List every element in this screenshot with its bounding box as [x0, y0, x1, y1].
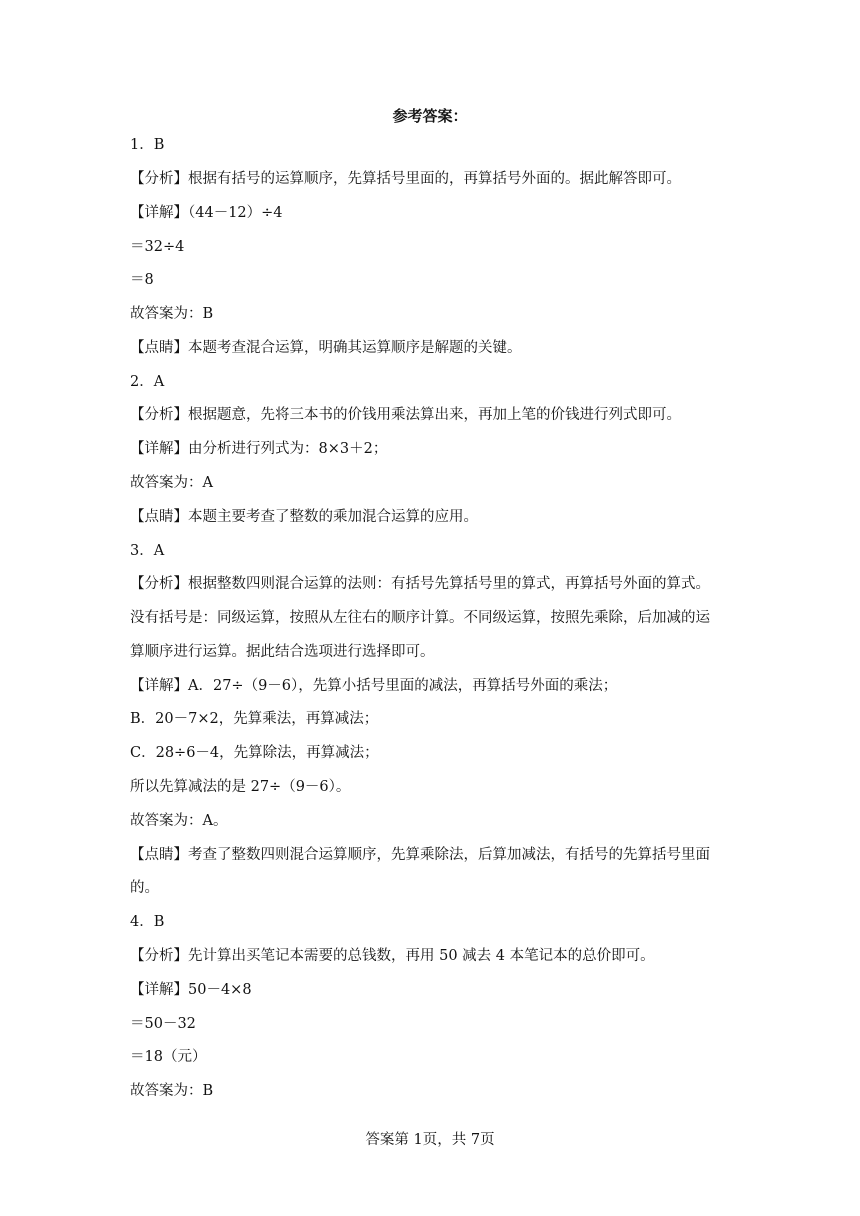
answer-line: 【点睛】本题考查混合运算，明确其运算顺序是解题的关键。 — [130, 340, 522, 356]
answer-line: 【分析】先计算出买笔记本需要的总钱数，再用 50 减去 4 本笔记本的总价即可。 — [130, 948, 655, 964]
answer-line: 【分析】根据题意，先将三本书的价钱用乘法算出来，再加上笔的价钱进行列式即可。 — [130, 407, 681, 423]
answer-line: 故答案为：A — [130, 475, 213, 491]
answer-line: 【详解】由分析进行列式为：8×3＋2； — [130, 441, 388, 457]
answer-line: 算顺序进行运算。据此结合选项进行选择即可。 — [130, 644, 435, 660]
page-title: 参考答案： — [392, 107, 468, 125]
answer-line: ＝32÷4 — [130, 239, 185, 255]
answer-line: C．28÷6－4，先算除法，再算减法； — [130, 745, 379, 761]
answer-line: 故答案为：B — [130, 1083, 214, 1099]
answer-line: 所以先算减法的是 27÷（9－6）。 — [130, 779, 351, 795]
answer-line: ＝18（元） — [130, 1049, 207, 1065]
answer-line: 故答案为：A。 — [130, 813, 228, 829]
answer-line: 【点睛】本题主要考查了整数的乘加混合运算的应用。 — [130, 509, 478, 525]
answer-line: ＝8 — [130, 272, 154, 288]
page-footer: 答案第 1页，共 7页 — [365, 1132, 495, 1148]
answer-line: 【分析】根据整数四则混合运算的法则：有括号先算括号里的算式，再算括号外面的算式。 — [130, 576, 710, 592]
answer-line: B．20－7×2，先算乘法，再算减法； — [130, 711, 379, 727]
answer-line: 【点睛】考查了整数四则混合运算顺序，先算乘除法，后算加减法，有括号的先算括号里面 — [130, 847, 710, 863]
answer-line: 1．B — [130, 137, 165, 153]
answer-line: 【分析】根据有括号的运算顺序，先算括号里面的，再算括号外面的。据此解答即可。 — [130, 171, 681, 187]
answer-line: 没有括号是：同级运算，按照从左往右的顺序计算。不同级运算，按照先乘除，后加减的运 — [130, 610, 710, 626]
answer-line: 【详解】（44－12）÷4 — [130, 205, 283, 221]
answer-line: 3．A — [130, 543, 165, 559]
answer-line: 【详解】50－4×8 — [130, 982, 252, 998]
answer-line: ＝50－32 — [130, 1016, 196, 1032]
answer-line: 的。 — [130, 880, 159, 896]
answer-line: 2．A — [130, 374, 165, 390]
answer-line: 【详解】A．27÷（9－6），先算小括号里面的减法，再算括号外面的乘法； — [130, 678, 618, 694]
answer-line: 故答案为：B — [130, 306, 214, 322]
answer-line: 4．B — [130, 914, 165, 930]
